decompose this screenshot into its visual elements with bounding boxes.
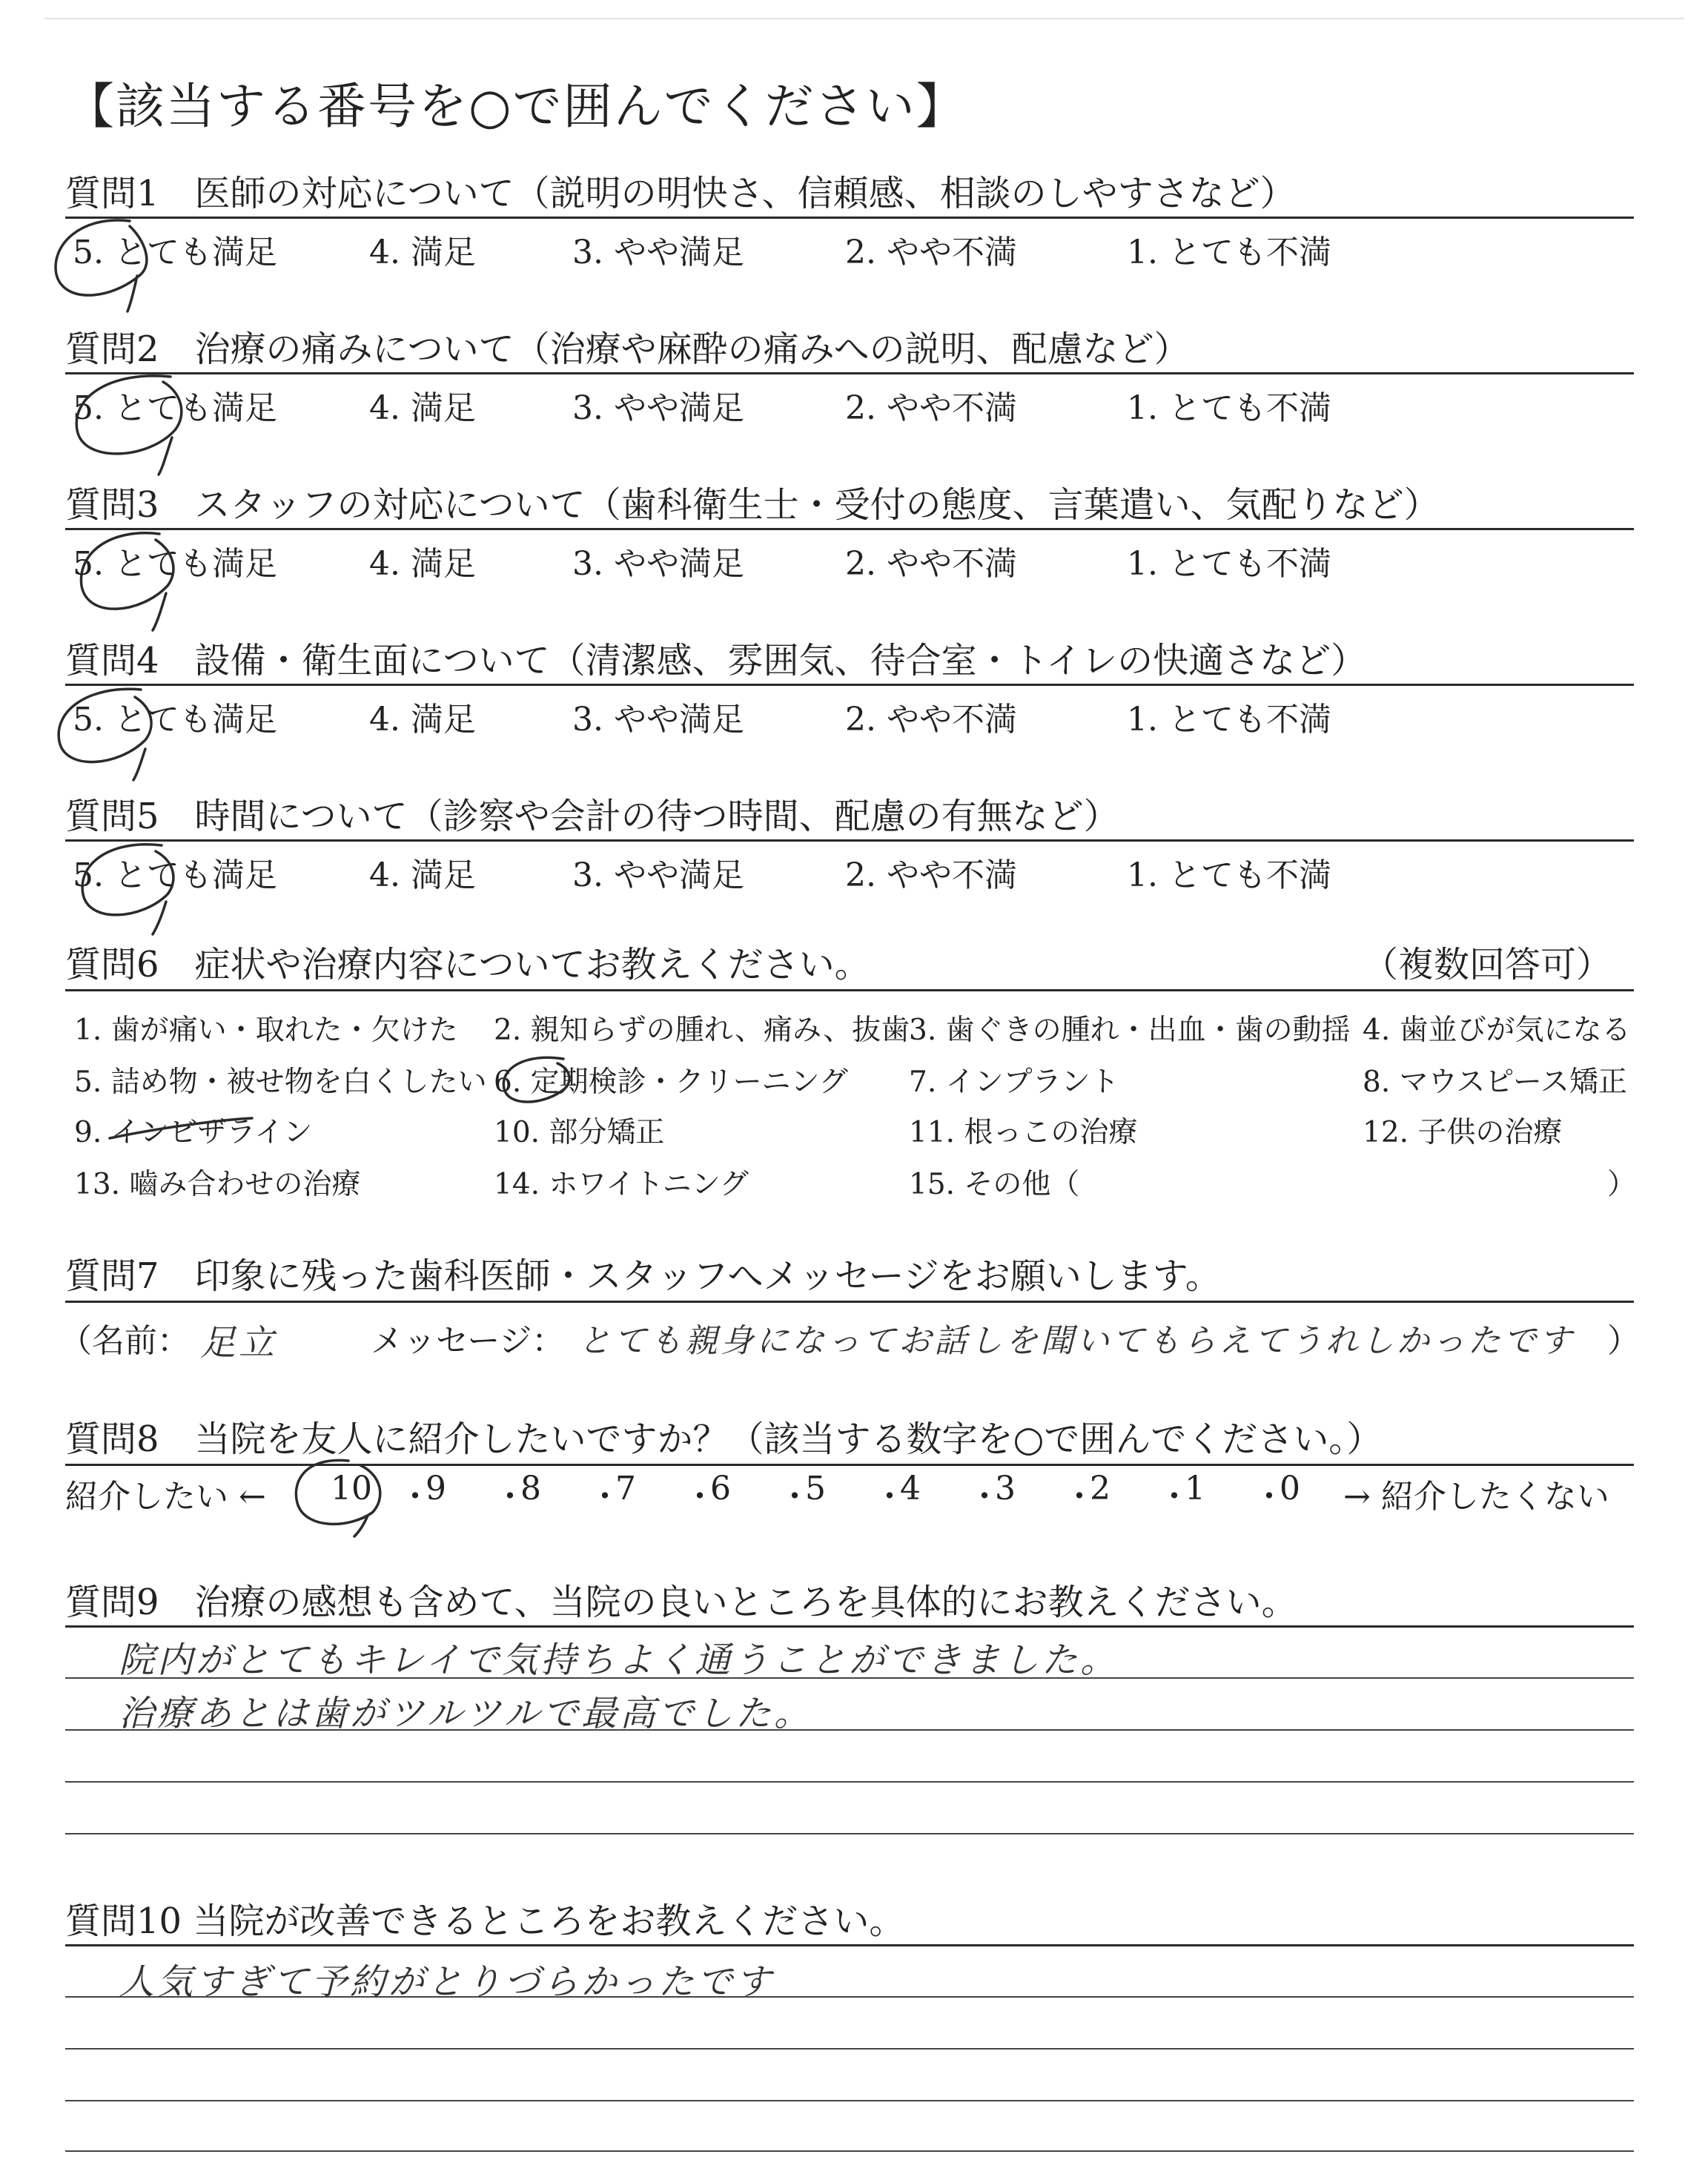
q6-option-11[interactable]: 11. 根っこの治療	[909, 1116, 1138, 1149]
q6-option-8[interactable]: 8. マウスピース矯正	[1363, 1066, 1627, 1099]
q8-scale-separator: ・	[1063, 1478, 1096, 1516]
q8-scale-separator: ・	[968, 1478, 1001, 1516]
q8-scale-separator: ・	[494, 1478, 526, 1516]
q2-option-1[interactable]: 1. とても不満	[1127, 389, 1331, 427]
q2-title: 質問2 治療の痛みについて（治療や麻酔の痛みへの説明、配慮など）	[65, 328, 1190, 370]
q8-scale-10[interactable]: 10	[331, 1470, 372, 1507]
q5-option-2[interactable]: 2. やや不満	[845, 856, 1017, 894]
q6-option-9[interactable]: 9. インビザライン	[74, 1116, 313, 1149]
q9-title: 質問9 治療の感想も含めて、当院の良いところを具体的にお教えください。	[65, 1582, 1297, 1623]
q8-scale-1[interactable]: 1	[1185, 1470, 1205, 1507]
q8-scale-0[interactable]: 0	[1280, 1470, 1300, 1507]
q7-close-paren: ）	[1607, 1322, 1640, 1360]
q5-option-1[interactable]: 1. とても不満	[1127, 856, 1331, 894]
q8-scale-separator: ・	[778, 1478, 811, 1516]
q7-message-label: メッセージ：	[371, 1322, 565, 1360]
q7-name-label: （名前：	[59, 1322, 190, 1360]
q3-option-2[interactable]: 2. やや不満	[845, 545, 1017, 583]
q8-scale-separator: ・	[1253, 1478, 1285, 1516]
q8-scale-8[interactable]: 8	[520, 1470, 541, 1507]
q7-message-value[interactable]: とても親身になってお話しを聞いてもらえてうれしかったです	[578, 1322, 1575, 1360]
q8-right-label: → 紹介したくない	[1343, 1478, 1609, 1516]
q8-scale-separator: ・	[683, 1478, 716, 1516]
q1-option-2[interactable]: 2. やや不満	[845, 234, 1017, 271]
q8-left-label: 紹介したい ←	[65, 1478, 266, 1516]
q8-scale-6[interactable]: 6	[710, 1470, 731, 1507]
q6-option-14[interactable]: 14. ホワイトニング	[494, 1168, 749, 1201]
q3-title: 質問3 スタッフの対応について（歯科衛生士・受付の態度、言葉遣い、気配りなど）	[65, 484, 1440, 526]
q6-option-6[interactable]: 6. 定期検診・クリーニング	[494, 1066, 848, 1099]
q6-title: 質問6 症状や治療内容についてお教えください。	[65, 944, 870, 985]
q4-option-5[interactable]: 5. とても満足	[73, 701, 277, 739]
q6-option-1[interactable]: 1. 歯が痛い・取れた・欠けた	[74, 1014, 458, 1047]
q8-scale-separator: ・	[589, 1478, 621, 1516]
q4-title: 質問4 設備・衛生面について（清潔感、雰囲気、待合室・トイレの快適さなど）	[65, 640, 1367, 681]
q6-option-5[interactable]: 5. 詰め物・被せ物を白くしたい	[74, 1066, 487, 1099]
q8-scale-separator: ・	[399, 1478, 431, 1516]
q4-option-3[interactable]: 3. やや満足	[572, 701, 744, 739]
q6-option-4[interactable]: 4. 歯並びが気になる	[1363, 1014, 1631, 1047]
q8-title: 質問8 当院を友人に紹介したいですか？（該当する数字を○で囲んでください。）	[65, 1418, 1383, 1460]
q5-circle-mark	[82, 845, 173, 934]
q8-circle-mark	[296, 1460, 380, 1536]
q6-circle-mark	[503, 1057, 569, 1102]
q7-title: 質問7 印象に残った歯科医師・スタッフへメッセージをお願いします。	[65, 1255, 1221, 1297]
q6-option-10[interactable]: 10. 部分矯正	[494, 1116, 665, 1149]
q4-option-1[interactable]: 1. とても不満	[1127, 701, 1331, 739]
q10-title: 質問10 当院が改善できるところをお教えください。	[65, 1900, 905, 1942]
q7-name-value[interactable]: 足立	[200, 1322, 278, 1364]
q6-option-12[interactable]: 12. 子供の治療	[1363, 1116, 1563, 1149]
q1-option-4[interactable]: 4. 満足	[369, 234, 476, 271]
form-header: 【該当する番号を○で囲んでください】	[65, 78, 967, 135]
q5-option-5[interactable]: 5. とても満足	[73, 856, 277, 894]
q1-option-1[interactable]: 1. とても不満	[1127, 234, 1331, 271]
q4-option-4[interactable]: 4. 満足	[369, 701, 476, 739]
q6-option-15[interactable]: 15. その他（	[909, 1168, 1080, 1201]
q2-option-5[interactable]: 5. とても満足	[73, 389, 277, 427]
q2-option-2[interactable]: 2. やや不満	[845, 389, 1017, 427]
q1-option-3[interactable]: 3. やや満足	[572, 234, 744, 271]
q8-scale-3[interactable]: 3	[995, 1470, 1016, 1507]
q3-option-3[interactable]: 3. やや満足	[572, 545, 744, 583]
q6-note: （複数回答可）	[1363, 944, 1612, 985]
q6-option-7[interactable]: 7. インプラント	[909, 1066, 1119, 1099]
q8-scale-9[interactable]: 9	[426, 1470, 446, 1507]
q3-circle-mark	[81, 533, 173, 630]
q2-option-3[interactable]: 3. やや満足	[572, 389, 744, 427]
q1-circle-mark	[56, 220, 147, 311]
q3-option-5[interactable]: 5. とても満足	[73, 545, 277, 583]
q8-scale-4[interactable]: 4	[900, 1470, 921, 1507]
q5-title: 質問5 時間について（診察や会計の待つ時間、配慮の有無など）	[65, 796, 1119, 837]
q8-scale-separator: ・	[873, 1478, 906, 1516]
q8-scale-5[interactable]: 5	[805, 1470, 826, 1507]
q8-scale-separator: ・	[1158, 1478, 1191, 1516]
q6-option-3[interactable]: 3. 歯ぐきの腫れ・出血・歯の動揺	[909, 1014, 1351, 1047]
q2-option-4[interactable]: 4. 満足	[369, 389, 476, 427]
q9-answer-line-1[interactable]: 院内がとてもキレイで気持ちよく通うことができました。	[119, 1639, 1119, 1681]
q3-option-4[interactable]: 4. 満足	[369, 545, 476, 583]
q5-option-3[interactable]: 3. やや満足	[572, 856, 744, 894]
q2-circle-mark	[76, 376, 182, 475]
q8-scale-7[interactable]: 7	[615, 1470, 636, 1507]
q1-title: 質問1 医師の対応について（説明の明快さ、信頼感、相談のしやすさなど）	[65, 173, 1296, 214]
q6-close-paren: ）	[1607, 1168, 1637, 1201]
q6-strike-mark	[110, 1118, 252, 1138]
q6-option-2[interactable]: 2. 親知らずの腫れ、痛み、抜歯	[494, 1014, 910, 1047]
q9-answer-line-2[interactable]: 治療あとは歯がツルツルで最高でした。	[119, 1693, 813, 1734]
q8-scale-2[interactable]: 2	[1090, 1470, 1110, 1507]
q6-option-13[interactable]: 13. 嚙み合わせの治療	[74, 1168, 361, 1201]
q3-option-1[interactable]: 1. とても不満	[1127, 545, 1331, 583]
q5-option-4[interactable]: 4. 満足	[369, 856, 476, 894]
q1-option-5[interactable]: 5. とても満足	[73, 234, 277, 271]
q4-option-2[interactable]: 2. やや不満	[845, 701, 1017, 739]
q10-answer-line-1[interactable]: 人気すぎて予約がとりづらかったです	[119, 1961, 775, 2003]
q4-circle-mark	[59, 689, 151, 780]
